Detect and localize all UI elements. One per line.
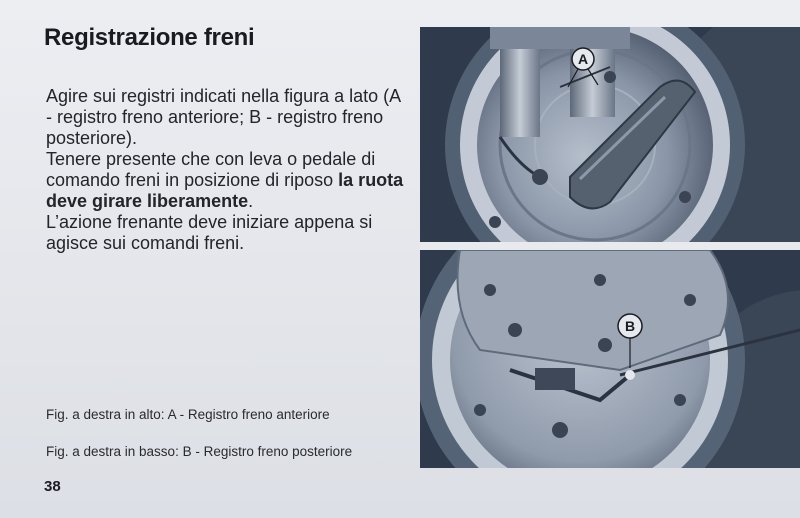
caption-top-figure: Fig. a destra in alto: A - Registro freno anteriore (46, 407, 330, 422)
paragraph-rest-text: Tenere presente che con leva o pedale di comando freni in posizione di riposo (46, 149, 376, 190)
paragraph-rest-position (46, 149, 406, 212)
page-title: Registrazione freni (44, 24, 255, 51)
photo-front-brake (420, 27, 800, 242)
photo-separator (420, 242, 800, 250)
paragraph-bold-emphasis: la ruota deve girare liberamente (46, 170, 404, 211)
rear-brake-illustration (420, 250, 800, 468)
instructions-text (46, 86, 406, 254)
paragraph-registers: Agire sui registri indicati nella figura a lato (A - registro freno anteriore; B - registro freno posteriore). (46, 86, 401, 148)
callout-a-label: A (577, 51, 589, 67)
photo-rear-brake (420, 250, 800, 468)
page-number: 38 (44, 478, 61, 495)
callout-b-label: B (624, 318, 636, 334)
caption-bottom-figure: Fig. a destra in basso: B - Registro freno posteriore (46, 444, 353, 459)
paragraph-period: . (248, 191, 254, 211)
front-brake-illustration (420, 27, 800, 242)
paragraph-braking-action: L’azione frenante deve iniziare appena si agisce sui comandi freni. (46, 212, 373, 253)
